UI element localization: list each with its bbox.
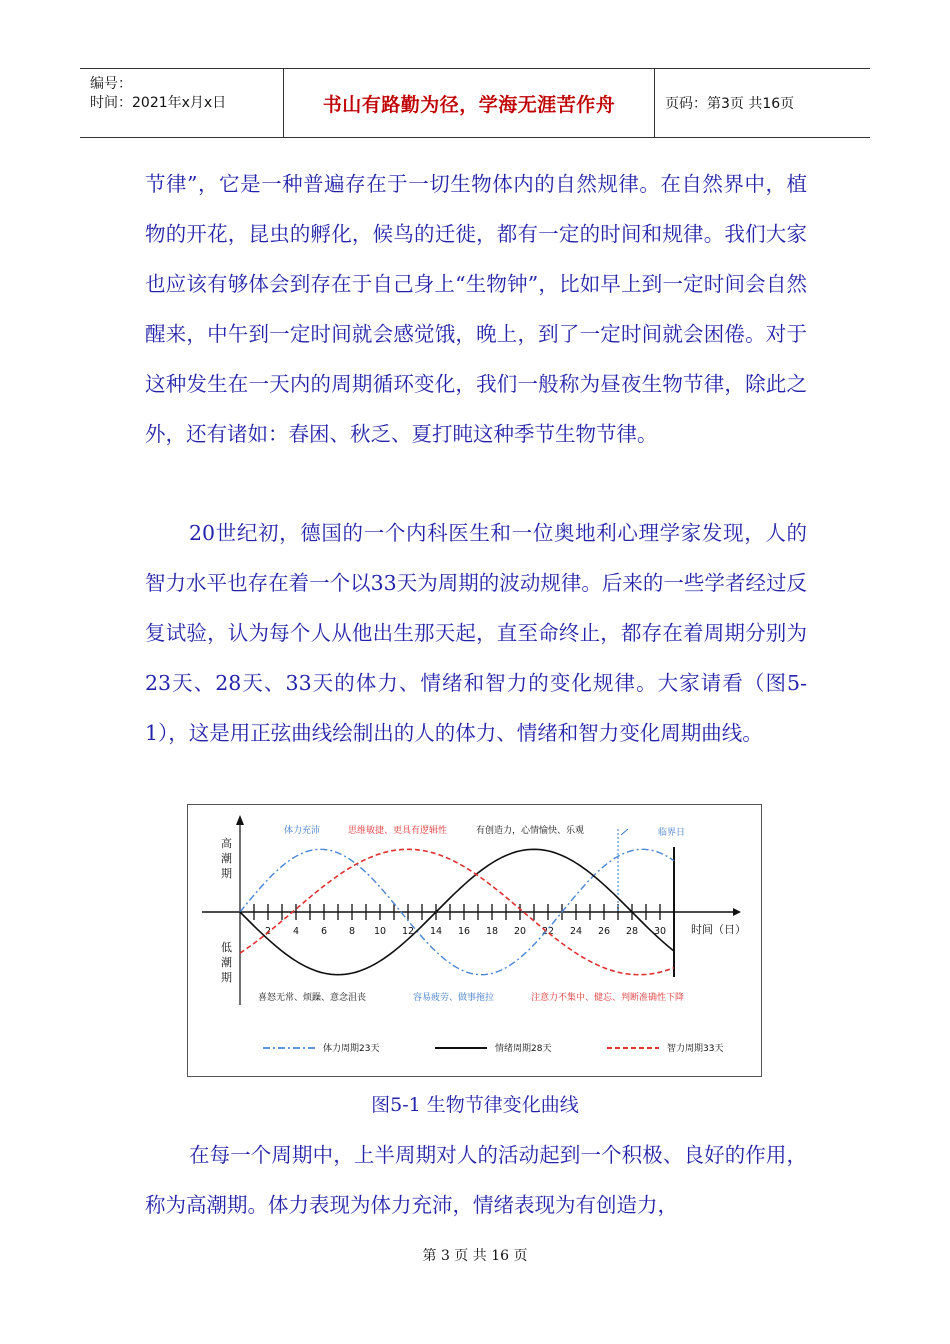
header-meta-cell	[80, 69, 284, 137]
header-motto-cell	[284, 69, 655, 137]
page-header	[80, 68, 870, 138]
legend-label-1: 体力周期23天	[323, 1044, 380, 1054]
annotation-physical-low: 容易疲劳、做事拖拉	[413, 993, 495, 1003]
biorhythm-figure	[187, 804, 762, 1077]
x-tick-label: 28	[625, 926, 639, 937]
x-tick-label: 6	[320, 926, 328, 937]
x-tick-label: 18	[485, 926, 499, 937]
x-tick-label: 30	[653, 926, 667, 937]
x-axis-arrow-icon	[733, 908, 741, 916]
x-tick-label: 8	[348, 926, 356, 937]
x-tick-label: 4	[292, 926, 300, 937]
annotation-intellect-low: 注意力不集中、健忘、判断准确性下降	[531, 993, 685, 1003]
page-footer: 第 3 页 共 16 页	[422, 1248, 528, 1264]
document-time-label: 时间：2021年x月x日	[90, 95, 227, 111]
annotation-emotion-high: 有创造力，心情愉快、乐观	[476, 826, 585, 836]
biorhythm-chart	[188, 805, 763, 1078]
x-tick-label: 10	[373, 926, 387, 937]
x-tick-label: 26	[597, 926, 611, 937]
header-page-code: 页码：第3页 共16页	[665, 96, 795, 112]
x-tick-label: 20	[513, 926, 527, 937]
legend-label-3: 智力周期33天	[667, 1044, 724, 1054]
high-tide-label: 高潮期	[221, 837, 232, 880]
header-motto: 书山有路勤为径，学海无涯苦作舟	[322, 93, 616, 116]
annotation-physical-high: 体力充沛	[284, 826, 321, 836]
x-tick-label: 14	[429, 926, 443, 937]
low-tide-label: 低潮期	[221, 941, 232, 984]
body-paragraph-2: 20世纪初，德国的一个内科医生和一位奥地利心理学家发现，人的智力水平也存在着一个以33天为周期的波动规律。后来的一些学者经过反复试验，认为每个人从他出生那天起，直至命终止，都存在着周期分别为23天、28天、33天的体力、情绪和智力的变化规律。大家请看（图5-1），这是用正弦曲线绘制出的人的体力、情绪和智力变化周期曲线。	[145, 521, 807, 745]
x-axis-label: 时间（日）	[691, 923, 746, 936]
annotation-intellect-high: 思维敏捷、更具有逻辑性	[348, 826, 448, 836]
header-page-cell	[655, 69, 870, 137]
critical-day-pointer	[621, 829, 628, 835]
x-tick-label: 22	[541, 926, 555, 937]
legend-label-2: 情绪周期28天	[495, 1044, 552, 1054]
x-tick-label: 2	[264, 926, 272, 937]
annotation-emotion-low: 喜怒无常、烦躁、意念沮丧	[258, 993, 367, 1003]
x-tick-label: 24	[569, 926, 583, 937]
x-tick-label: 12	[401, 926, 415, 937]
body-paragraph-3: 在每一个周期中，上半周期对人的活动起到一个积极、良好的作用，称为高潮期。体力表现为体力充沛，情绪表现为有创造力，	[145, 1143, 807, 1217]
x-tick-label: 16	[457, 926, 471, 937]
body-paragraph-1: 节律”，它是一种普遍存在于一切生物体内的自然规律。在自然界中，植物的开花，昆虫的孵化，候鸟的迁徙，都有一定的时间和规律。我们大家也应该有够体会到存在于自己身上“生物钟”，比如早上到一定时间会自然醒来，中午到一定时间就会感觉饿，晚上，到了一定时间就会困倦。对于这种发生在一天内的周期循环变化，我们一般称为昼夜生物节律，除此之外，还有诸如：春困、秋乏、夏打盹这种季节生物节律。	[145, 172, 807, 446]
y-axis-arrow-icon	[236, 815, 244, 825]
document-number-label: 编号：	[90, 76, 132, 92]
critical-day-label: 临界日	[658, 828, 686, 838]
figure-caption: 图5-1 生物节律变化曲线	[371, 1094, 579, 1116]
